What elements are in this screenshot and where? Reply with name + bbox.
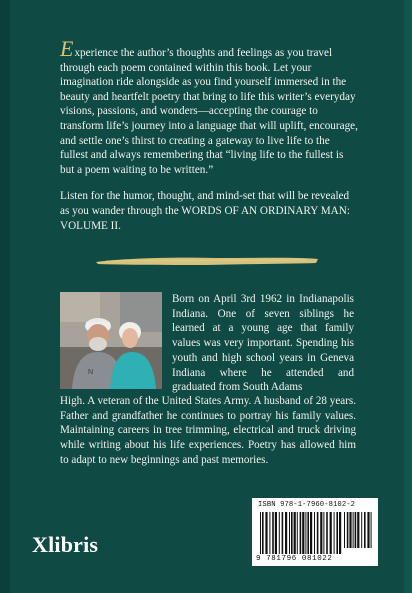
barcode-bar bbox=[275, 512, 277, 554]
barcode-bar bbox=[349, 512, 351, 548]
barcode-bar bbox=[367, 512, 369, 548]
barcode-bar bbox=[262, 512, 264, 554]
blurb-paragraph-2: Listen for the humor, thought, and mind-set that will be revealed as you wander through the WORDS OF AN ORDINARY MAN: VOLUME II. bbox=[60, 190, 350, 232]
barcode-bar bbox=[357, 512, 359, 548]
barcode-bar bbox=[320, 512, 322, 554]
barcode-bar bbox=[336, 512, 338, 554]
cover-right-edge bbox=[404, 0, 412, 593]
cover-spine-edge bbox=[0, 0, 10, 593]
barcode-bar bbox=[310, 512, 312, 554]
book-blurb bbox=[60, 36, 360, 233]
publisher-logo: Xlibris bbox=[32, 532, 99, 557]
barcode-bar bbox=[339, 512, 341, 554]
barcode-bar bbox=[265, 512, 267, 554]
gold-brush-stroke bbox=[96, 255, 318, 267]
barcode-addon-bars bbox=[344, 512, 374, 548]
author-bio-lower bbox=[60, 394, 356, 468]
barcode-bar bbox=[305, 512, 306, 554]
barcode-bar bbox=[289, 512, 290, 554]
isbn-barcode bbox=[252, 498, 378, 566]
blurb-paragraph-1-text: xperience the author’s thoughts and feelings as you travel through each poem contained within this book. Let your imagination ride alongside as you find yourself immersed in the beauty and heartfelt poetry that bring to life this writer’s everyday visions, passions, and wonders—accepting the courage to transform life’s journey into a language that will uplift, encourage, and settle one’s thirst to creating a gateway to live life to the fullest and always remembering that “living life to the fullest is but a poem waiting to be written.” bbox=[60, 47, 358, 176]
barcode-bar bbox=[272, 512, 274, 554]
barcode-bar bbox=[297, 512, 298, 554]
barcode-bar bbox=[260, 512, 261, 554]
barcode-bar bbox=[364, 512, 366, 548]
barcode-bar bbox=[285, 512, 287, 554]
barcode-bar bbox=[330, 512, 332, 554]
blurb-dropcap: E bbox=[60, 36, 74, 61]
barcode-bar bbox=[347, 512, 349, 548]
barcode-bar bbox=[323, 512, 324, 554]
barcode-bars bbox=[260, 512, 342, 554]
barcode-bar bbox=[353, 512, 354, 548]
author-bio-upper bbox=[172, 292, 354, 395]
barcode-bar bbox=[334, 512, 335, 554]
isbn-label: ISBN 978-1-7960-8102-2 bbox=[258, 501, 356, 509]
barcode-bar bbox=[294, 512, 296, 554]
svg-text:N: N bbox=[88, 369, 94, 376]
barcode-bar bbox=[307, 512, 309, 554]
bio-text-beside-photo: Born on April 3rd 1962 in Indianapolis Indiana. One of seven siblings he learned at a young age that family values was very important. Spending his youth and high school years in Geneva Indiana where he attended and graduated from South Adams bbox=[172, 293, 354, 394]
barcode-bar bbox=[282, 512, 284, 554]
bio-text-below-photo: High. A veteran of the United States Army. A husband of 28 years. Father and grandfather he continues to portray his family values. Maintaining careers in tree trimming, electrical and truck driving while writing about his life experiences. Poetry has allowed him to adapt to new beginnings and past memories. bbox=[60, 395, 356, 466]
barcode-bar bbox=[344, 512, 345, 548]
barcode-bar bbox=[300, 512, 302, 554]
barcode-bar bbox=[291, 512, 293, 554]
barcode-number: 9 781796 081022 bbox=[256, 555, 333, 563]
barcode-bar bbox=[361, 512, 362, 548]
barcode-bar bbox=[355, 512, 357, 548]
barcode-bar bbox=[326, 512, 328, 554]
author-photo bbox=[60, 292, 162, 389]
barcode-bar bbox=[371, 512, 372, 548]
barcode-bar bbox=[317, 512, 319, 554]
blurb-paragraph-1 bbox=[60, 36, 360, 177]
barcode-bar bbox=[302, 512, 304, 554]
barcode-bar bbox=[314, 512, 315, 554]
barcode-bar bbox=[279, 512, 280, 554]
barcode-bar bbox=[269, 512, 270, 554]
